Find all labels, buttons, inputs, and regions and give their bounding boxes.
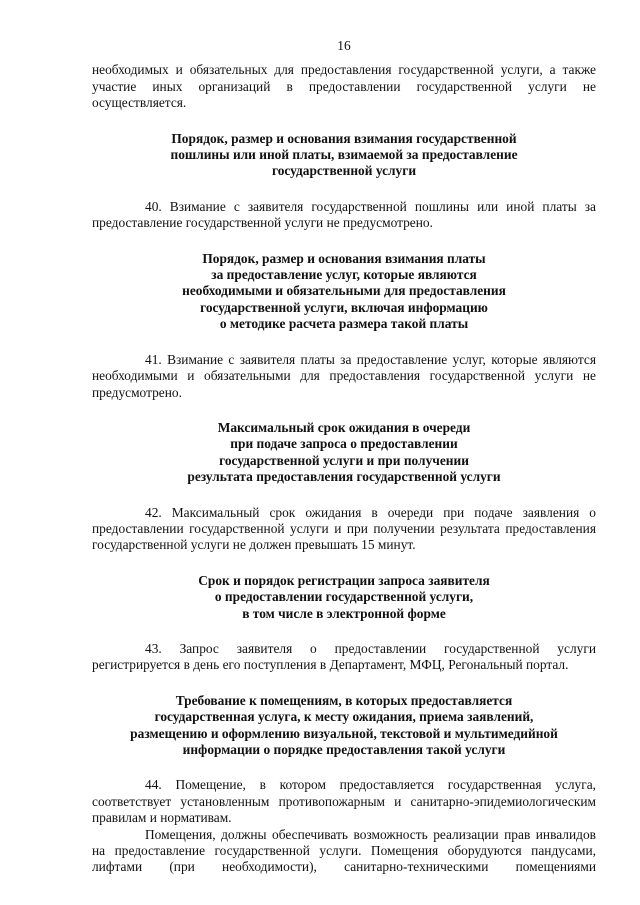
- section-heading: Порядок, размер и основания взимания государственной пошлины или иной платы, взимаемой за предоставление государственной услуги: [170, 130, 518, 179]
- section-premises-requirements: [92, 693, 596, 876]
- page-number: 16: [337, 38, 351, 53]
- section-fee-required-services: [92, 251, 596, 401]
- section-fee-state-duty: [92, 131, 596, 232]
- section-request-registration: [92, 573, 596, 674]
- paragraph-41: 41. Взимание с заявителя платы за предоставление услуг, которые являются необходимыми и обязательными для предоставления государственной услуги не предусмотрено.: [92, 351, 596, 400]
- section-heading: Порядок, размер и основания взимания платы за предоставление услуг, которые являются необходимыми и обязательными для предоставления государственной услуги, включая информацию о методике расчета размера такой платы: [182, 250, 506, 332]
- section-heading: Срок и порядок регистрации запроса заявителя о предоставлении государственной услуги, в том числе в электронной форме: [198, 572, 490, 621]
- paragraph-42: 42. Максимальный срок ожидания в очереди при подаче заявления о предоставлении государственной услуги и при получении результата предоставления государственной услуги не должен превышать 15 минут.: [92, 504, 596, 553]
- paragraph-44-continued: Помещения, должны обеспечивать возможность реализации прав инвалидов на предоставление государственной услуги. Помещения оборудуются пандусами, лифтами (при необходимости), санитарно-техническими помещениями: [92, 826, 596, 875]
- paragraph-44: 44. Помещение, в котором предоставляется государственная услуга, соответствует установленным противопожарным и санитарно-эпидемиологическим правилам и нормативам.: [92, 777, 596, 826]
- section-heading: Максимальный срок ожидания в очереди при подаче запроса о предоставлении государственной услуги и при получении результата предоставления государственной услуги: [187, 419, 501, 485]
- paragraph-40: 40. Взимание с заявителя государственной пошлины или иной платы за предоставление государственной услуги не предусмотрено.: [92, 198, 596, 231]
- section-heading: Требование к помещениям, в которых предоставляется государственная услуга, к месту ожидания, приема заявлений, размещению и оформлению визуальной, текстовой и мультимедийной информации о порядке предоставления такой услуги: [130, 692, 558, 757]
- intro-paragraph: необходимых и обязательных для предоставления государственной услуги, а также участие иных организаций в предоставлении государственной услуги не осуществляется.: [92, 62, 596, 111]
- paragraph-43: 43. Запрос заявителя о предоставлении государственной услуги регистрируется в день его поступления в Департамент, МФЦ, Регональный портал.: [92, 640, 596, 673]
- section-queue-waiting-time: [92, 420, 596, 554]
